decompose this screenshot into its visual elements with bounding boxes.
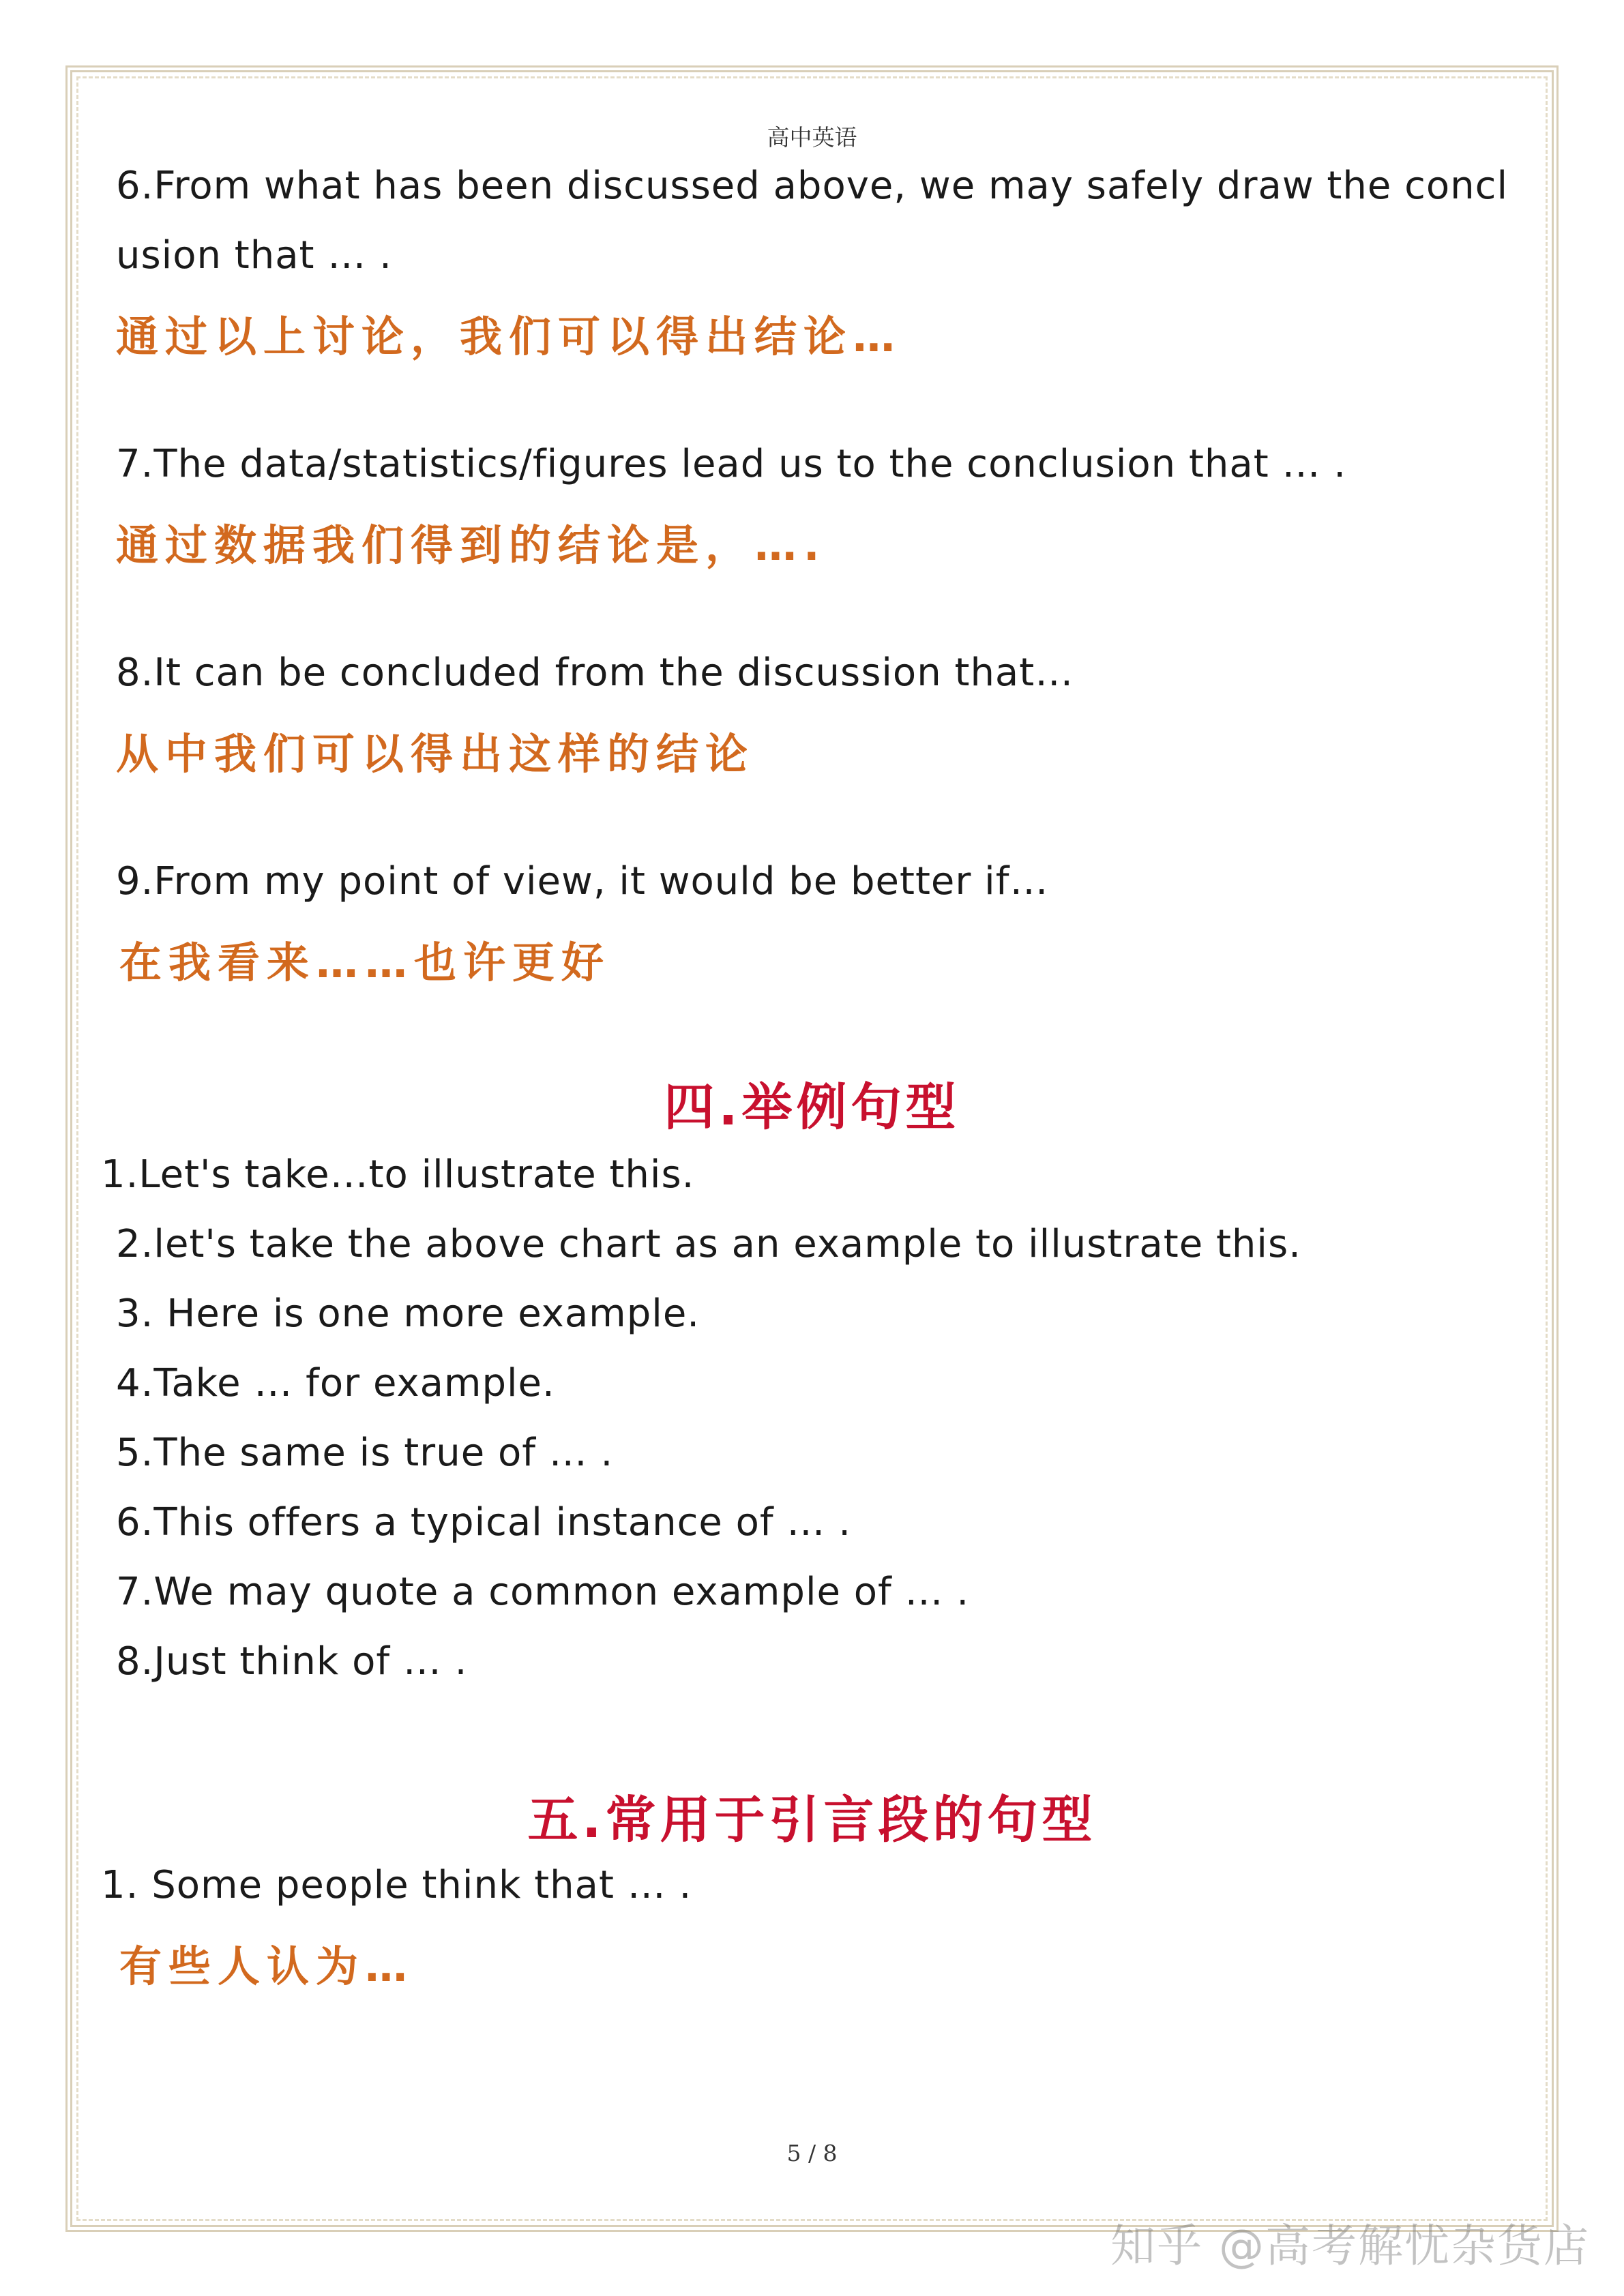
conclusion-7-en: 7.The data/statistics/figures lead us to the conclusion that … . bbox=[116, 442, 1347, 486]
section-5-title: 五.常用于引言段的句型 bbox=[527, 1791, 1097, 1849]
example-item-5: 5.The same is true of … . bbox=[116, 1431, 614, 1475]
conclusion-7-zh: 通过数据我们得到的结论是，…. bbox=[116, 520, 827, 570]
section-4-title: 四.举例句型 bbox=[664, 1078, 960, 1137]
intro-item-1-zh: 有些人认为… bbox=[119, 1941, 415, 1991]
conclusion-6-zh: 通过以上讨论，我们可以得出结论… bbox=[116, 312, 902, 361]
example-item-6: 6.This offers a typical instance of … . bbox=[116, 1500, 852, 1545]
conclusion-9-zh: 在我看来……也许更好 bbox=[119, 938, 611, 987]
page-number: 5 / 8 bbox=[786, 2140, 838, 2166]
example-item-3: 3. Here is one more example. bbox=[116, 1292, 700, 1336]
watermark: 知乎 @高考解忧杂货店 bbox=[1110, 2220, 1590, 2272]
conclusion-6-en-line1: 6.From what has been discussed above, we may safely draw the concl bbox=[116, 164, 1509, 208]
example-item-7: 7.We may quote a common example of … . bbox=[116, 1570, 970, 1614]
conclusion-9-en: 9.From my point of view, it would be better if… bbox=[116, 859, 1049, 904]
example-item-4: 4.Take … for example. bbox=[116, 1361, 555, 1405]
intro-item-1-en: 1. Some people think that … . bbox=[101, 1863, 692, 1907]
conclusion-8-zh: 从中我们可以得出这样的结论 bbox=[116, 729, 755, 779]
conclusion-6-en-line2: usion that … . bbox=[116, 233, 392, 278]
page-header: 高中英语 bbox=[767, 124, 857, 151]
example-item-2: 2.let's take the above chart as an example to illustrate this. bbox=[116, 1222, 1301, 1266]
example-item-8: 8.Just think of … . bbox=[116, 1639, 468, 1684]
example-item-1: 1.Let's take…to illustrate this. bbox=[101, 1152, 695, 1197]
conclusion-8-en: 8.It can be concluded from the discussion that… bbox=[116, 651, 1074, 695]
